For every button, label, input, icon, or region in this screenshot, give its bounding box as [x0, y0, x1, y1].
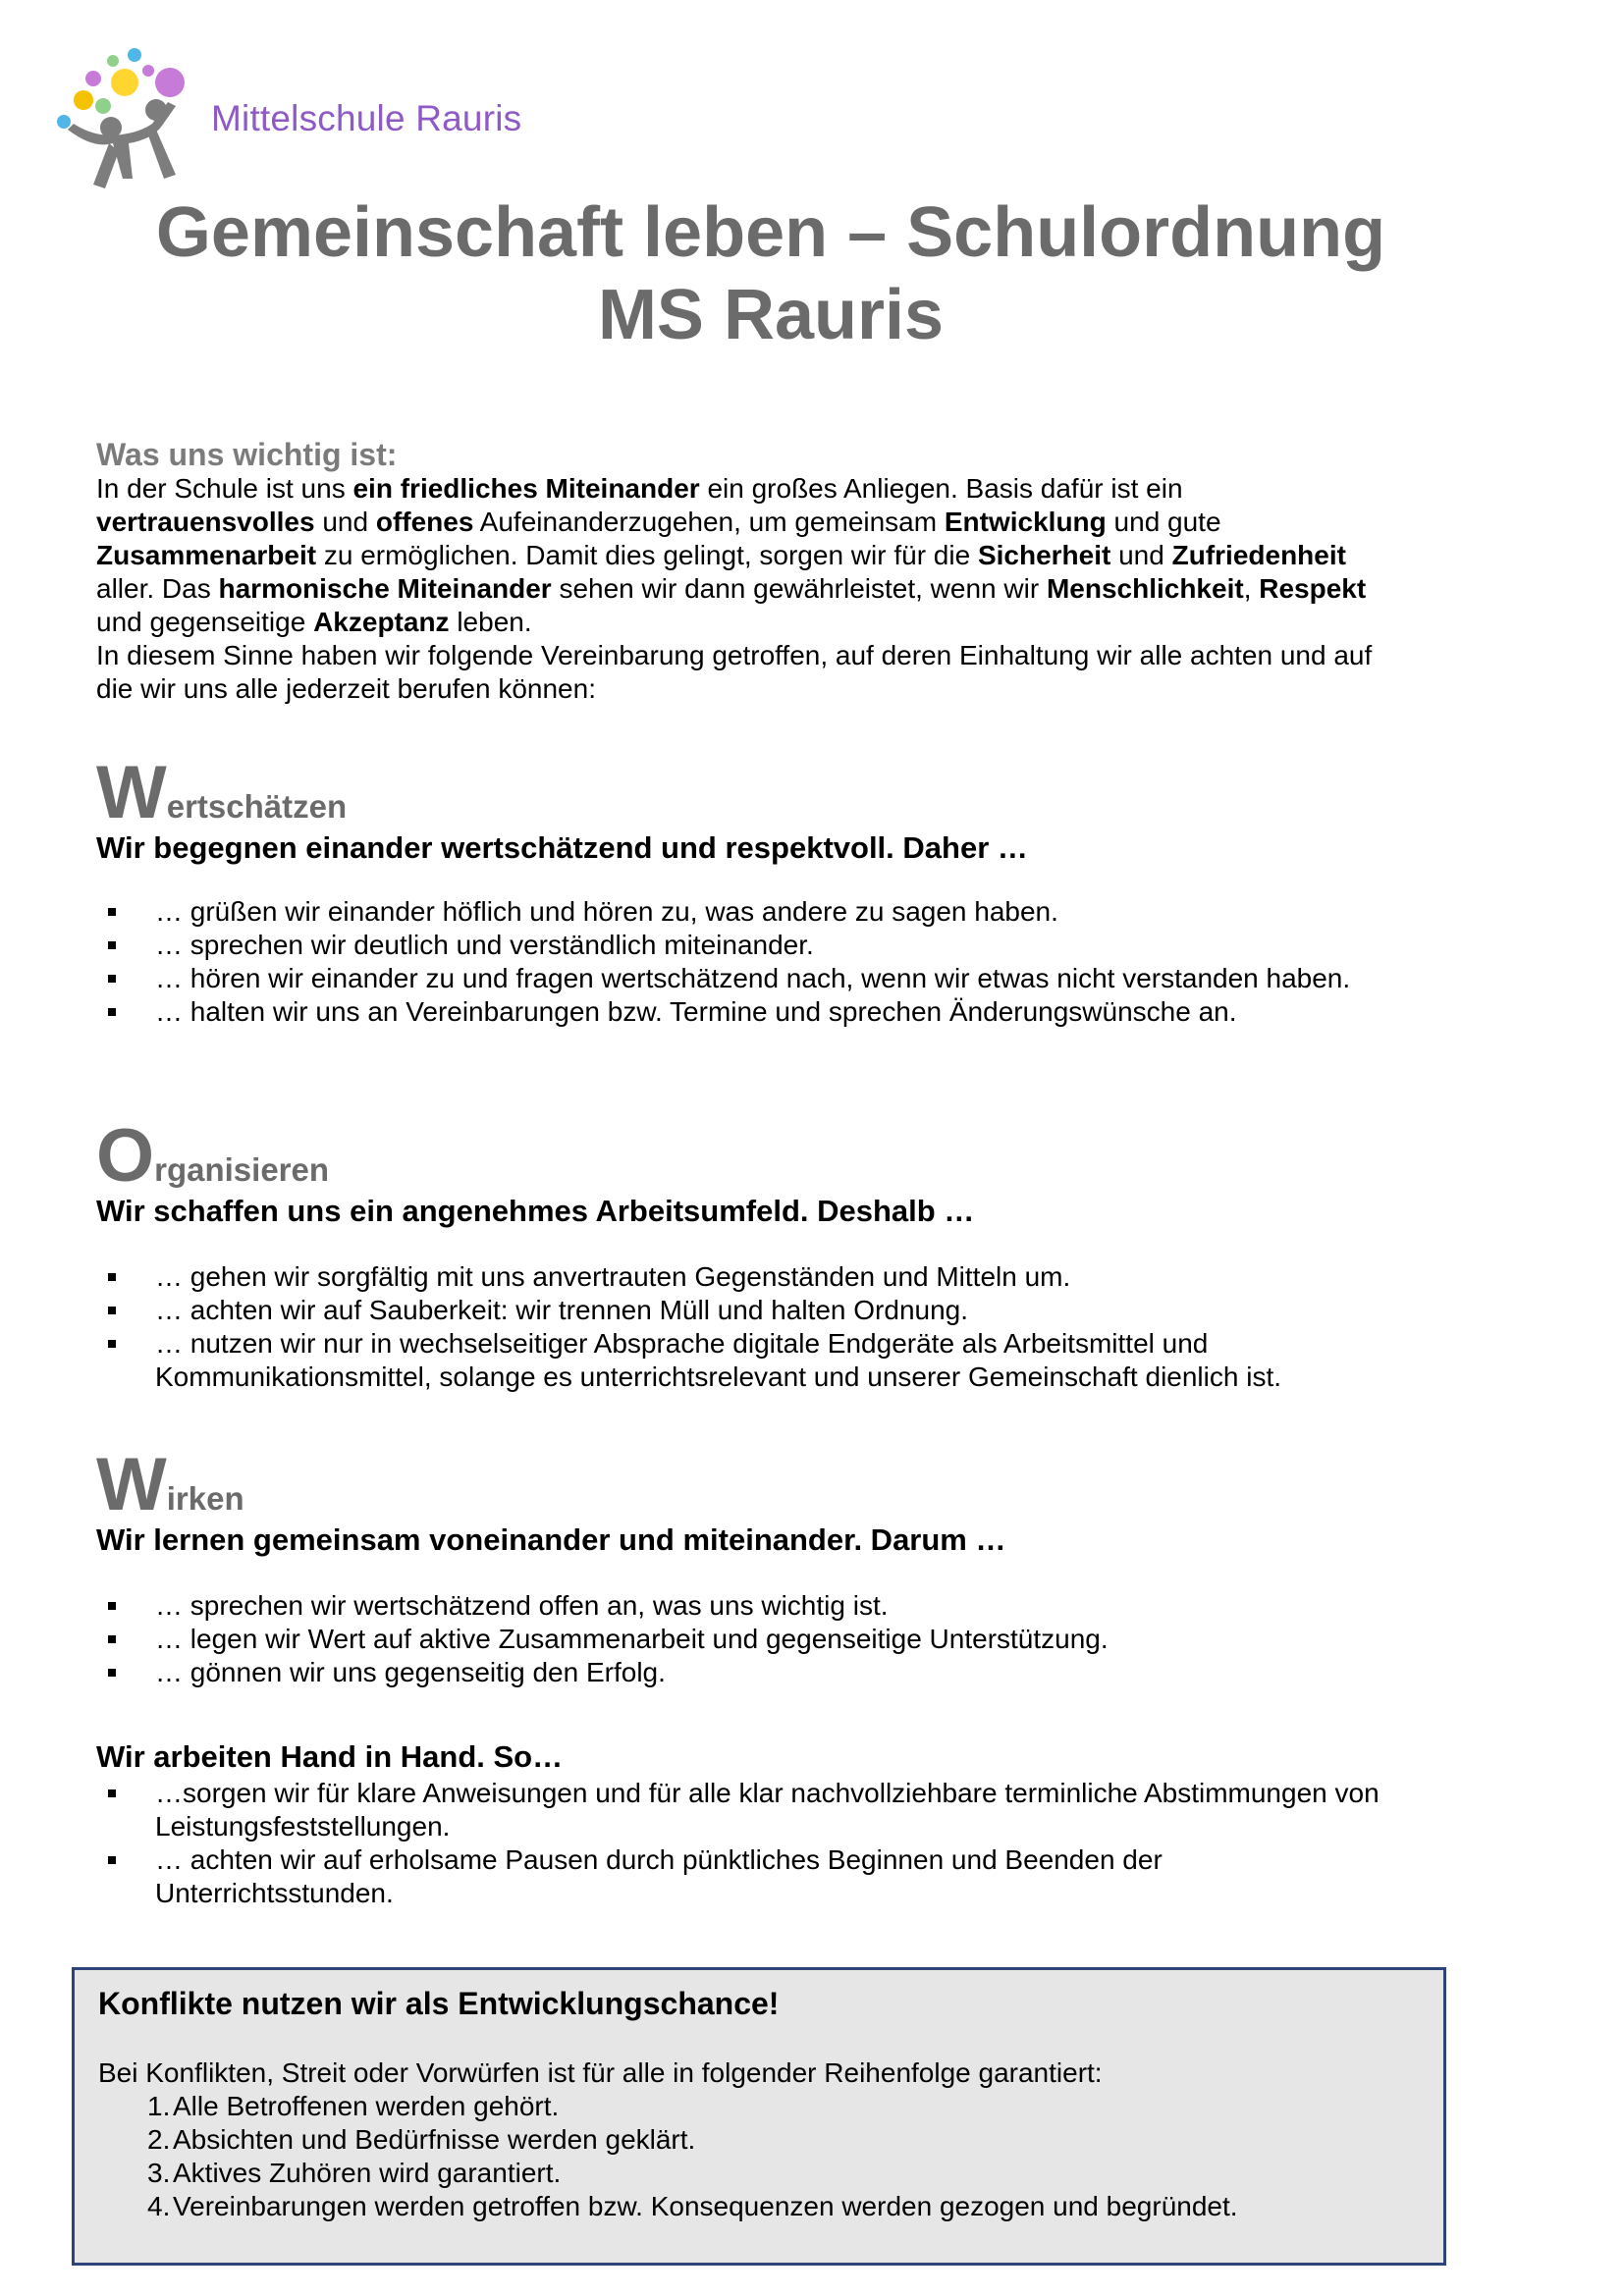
list-number: 2.	[147, 2124, 171, 2155]
numbered-list	[98, 2090, 1238, 2223]
section-subtitle: Wir lernen gemeinsam voneinander und miteinander. Darum …	[96, 1522, 1006, 1557]
list-item: … nutzen wir nur in wechselseitiger Absprache digitale Endgeräte als Arbeitsmittel und Kommunikationsmittel, solange es unterrichtsrelevant und unserer Gemeinschaft dienlich ist.	[96, 1327, 1373, 1394]
list-number: 4.	[147, 2191, 171, 2221]
section-heading	[96, 1443, 1471, 1526]
bullet-list	[96, 1589, 1471, 1689]
title-line-1: Gemeinschaft leben – Schulordnung	[155, 193, 1386, 272]
list-item	[98, 2090, 1238, 2123]
section-heading	[96, 1114, 1471, 1198]
list-item: … legen wir Wert auf aktive Zusammenarbeit und gegenseitige Unterstützung.	[96, 1623, 1471, 1656]
page-title	[0, 191, 1542, 356]
section-heading-rest: ertschätzen	[166, 788, 348, 825]
section-subtitle: Wir arbeiten Hand in Hand. So…	[96, 1739, 564, 1774]
section-initial: W	[96, 1443, 167, 1526]
list-text: Aktives Zuhören wird garantiert.	[173, 2158, 562, 2188]
list-item: … sprechen wir wertschätzend offen an, was uns wichtig ist.	[96, 1589, 1471, 1623]
intro-section	[96, 437, 1471, 706]
intro-heading: Was uns wichtig ist:	[96, 437, 398, 472]
section-organisieren	[96, 1114, 1471, 1394]
list-number: 1.	[147, 2091, 171, 2121]
school-logo-icon	[54, 41, 221, 198]
list-item: … gehen wir sorgfältig mit uns anvertrauten Gegenständen und Mitteln um.	[96, 1260, 1373, 1294]
intro-paragraph: In der Schule ist uns ein friedliches Miteinander ein großes Anliegen. Basis dafür ist ein vertrauensvolles und offenes Aufeinanderzugehen, um gemeinsam Entwicklung und gute Zusammenarbeit zu ermöglichen. Damit dies gelingt, sorgen wir für die Sicherheit und Zufriedenheit aller. Das harmonische Miteinander sehen wir dann gewährleistet, wenn wir Menschlichkeit, Respekt und gegenseitige Akzeptanz leben. In diesem Sinne haben wir folgende Vereinbarung getroffen, auf deren Einhaltung wir alle achten und auf die wir uns alle jederzeit berufen können:	[96, 473, 1373, 704]
section-wirken	[96, 1443, 1471, 1689]
list-item: … halten wir uns an Vereinbarungen bzw. Termine und sprechen Änderungswünsche an.	[96, 995, 1471, 1029]
section-initial: W	[96, 751, 167, 834]
section-heading-rest: irken	[166, 1480, 244, 1517]
bullet-list	[96, 1260, 1373, 1394]
section-heading-rest: rganisieren	[154, 1151, 330, 1188]
conflict-box	[72, 1967, 1446, 2266]
list-item	[98, 2157, 1238, 2190]
logo-text: Mittelschule Rauris	[211, 98, 522, 138]
section-subtitle: Wir begegnen einander wertschätzend und respektvoll. Daher …	[96, 830, 1028, 865]
section-wertschaetzen	[96, 751, 1471, 1029]
list-item: …sorgen wir für klare Anweisungen und für alle klar nachvollziehbare terminliche Abstimmungen von Leistungsfeststellungen.	[96, 1777, 1441, 1843]
bullet-list	[96, 1777, 1441, 1910]
list-item: … achten wir auf erholsame Pausen durch pünktliches Beginnen und Beenden der Unterrichtsstunden.	[96, 1843, 1265, 1910]
conflict-title: Konflikte nutzen wir als Entwicklungschance!	[98, 1986, 780, 2021]
conflict-intro: Bei Konflikten, Streit oder Vorwürfen ist für alle in folgender Reihenfolge garantiert:	[98, 2057, 1103, 2088]
section-heading	[96, 751, 1471, 834]
list-item	[98, 2123, 1238, 2157]
list-text: Absichten und Bedürfnisse werden geklärt.	[173, 2124, 696, 2155]
section-initial: O	[96, 1114, 155, 1198]
section-hand-in-hand	[96, 1737, 1471, 1910]
section-subtitle: Wir schaffen uns ein angenehmes Arbeitsumfeld. Deshalb …	[96, 1194, 975, 1228]
list-item: … achten wir auf Sauberkeit: wir trennen Müll und halten Ordnung.	[96, 1294, 1373, 1327]
bullet-list	[96, 895, 1471, 1029]
title-line-2: MS Rauris	[597, 276, 945, 354]
list-text: Vereinbarungen werden getroffen bzw. Konsequenzen werden gezogen und begründet.	[173, 2191, 1238, 2221]
list-item: … grüßen wir einander höflich und hören zu, was andere zu sagen haben.	[96, 895, 1471, 929]
list-item	[98, 2190, 1238, 2223]
list-text: Alle Betroffenen werden gehört.	[173, 2091, 560, 2121]
list-number: 3.	[147, 2158, 171, 2188]
list-item: … hören wir einander zu und fragen wertschätzend nach, wenn wir etwas nicht verstanden haben.	[96, 962, 1471, 995]
list-item: … gönnen wir uns gegenseitig den Erfolg.	[96, 1656, 1471, 1689]
list-item: … sprechen wir deutlich und verständlich miteinander.	[96, 929, 1471, 962]
